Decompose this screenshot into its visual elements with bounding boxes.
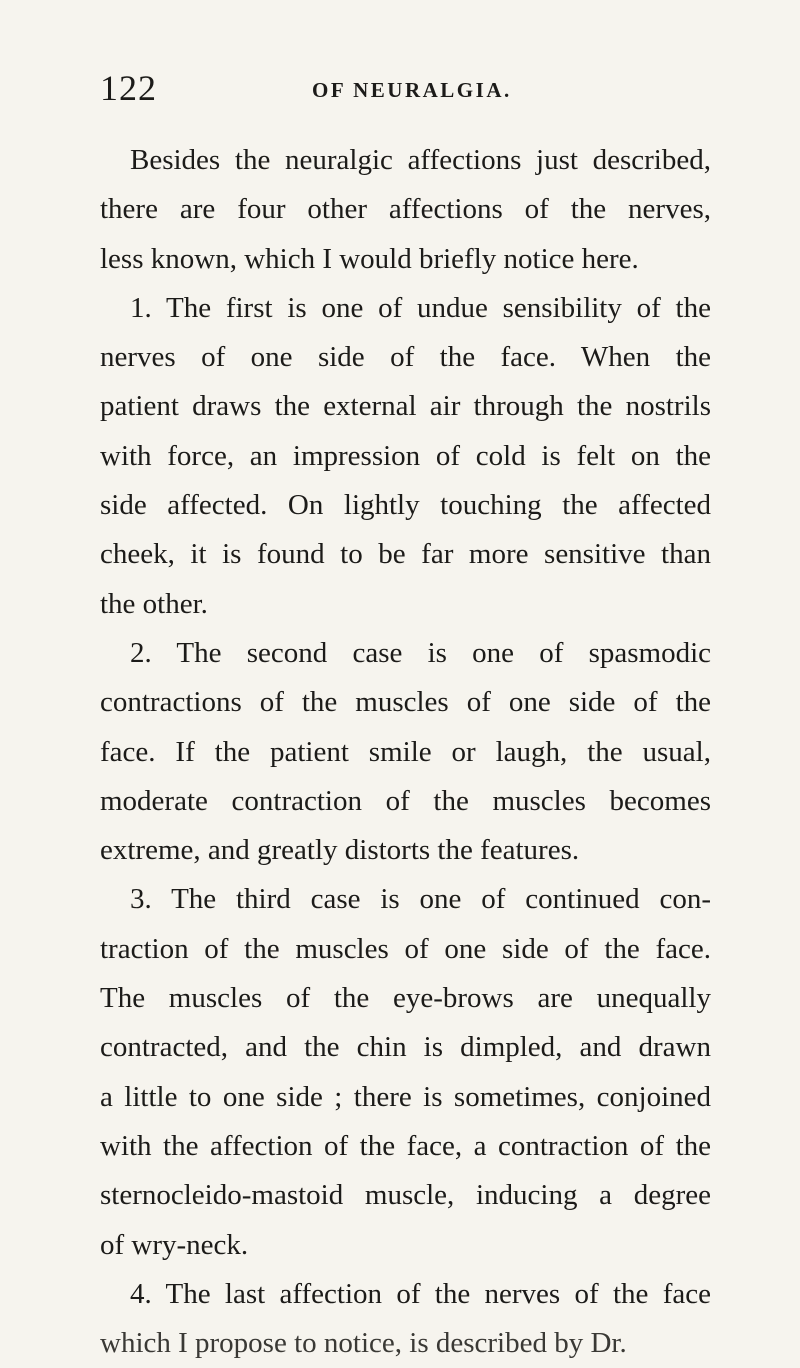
text-line: with force, an impression of cold is felt on the <box>100 439 711 472</box>
text-line: 2. The second case is one of spasmodic <box>130 636 711 669</box>
text-line: less known, which I would briefly notice here. <box>100 242 639 275</box>
text-line: which I propose to notice, is described by Dr. <box>100 1327 627 1360</box>
text-line: extreme, and greatly distorts the features. <box>100 834 580 867</box>
text-line: 4. The last affection of the nerves of the face <box>130 1277 711 1310</box>
text-line: contractions of the muscles of one side of the <box>100 686 711 719</box>
text-line: the other. <box>100 587 208 620</box>
text-line: The muscles of the eye-brows are unequally <box>100 982 711 1015</box>
text-line: traction of the muscles of one side of the face. <box>100 932 711 965</box>
text-line: of wry-neck. <box>100 1228 249 1261</box>
text-line: side affected. On lightly touching the affected <box>100 489 711 522</box>
text-line: contracted, and the chin is dimpled, and drawn <box>100 1031 711 1064</box>
body-text <box>100 136 711 1368</box>
page-number: 122 <box>100 68 157 108</box>
text-line: patient draws the external air through the nostrils <box>100 390 711 423</box>
running-title: OF NEURALGIA. <box>312 78 512 102</box>
text-line: there are four other affections of the nerves, <box>100 193 711 226</box>
text-line: 3. The third case is one of continued con- <box>130 883 711 916</box>
text-line: sternocleido-mastoid muscle, inducing a degree <box>100 1179 711 1212</box>
text-line: face. If the patient smile or laugh, the usual, <box>100 735 711 768</box>
text-line: moderate contraction of the muscles becomes <box>100 784 711 817</box>
text-line: cheek, it is found to be far more sensitive than <box>100 538 711 571</box>
text-line: 1. The first is one of undue sensibility of the <box>130 291 711 324</box>
text-line: Besides the neuralgic affections just described, <box>130 144 711 176</box>
text-line: with the affection of the face, a contraction of the <box>100 1129 711 1162</box>
text-line: nerves of one side of the face. When the <box>100 341 711 374</box>
running-head <box>100 68 740 108</box>
text-line: a little to one side ; there is sometimes, conjoined <box>100 1080 711 1113</box>
